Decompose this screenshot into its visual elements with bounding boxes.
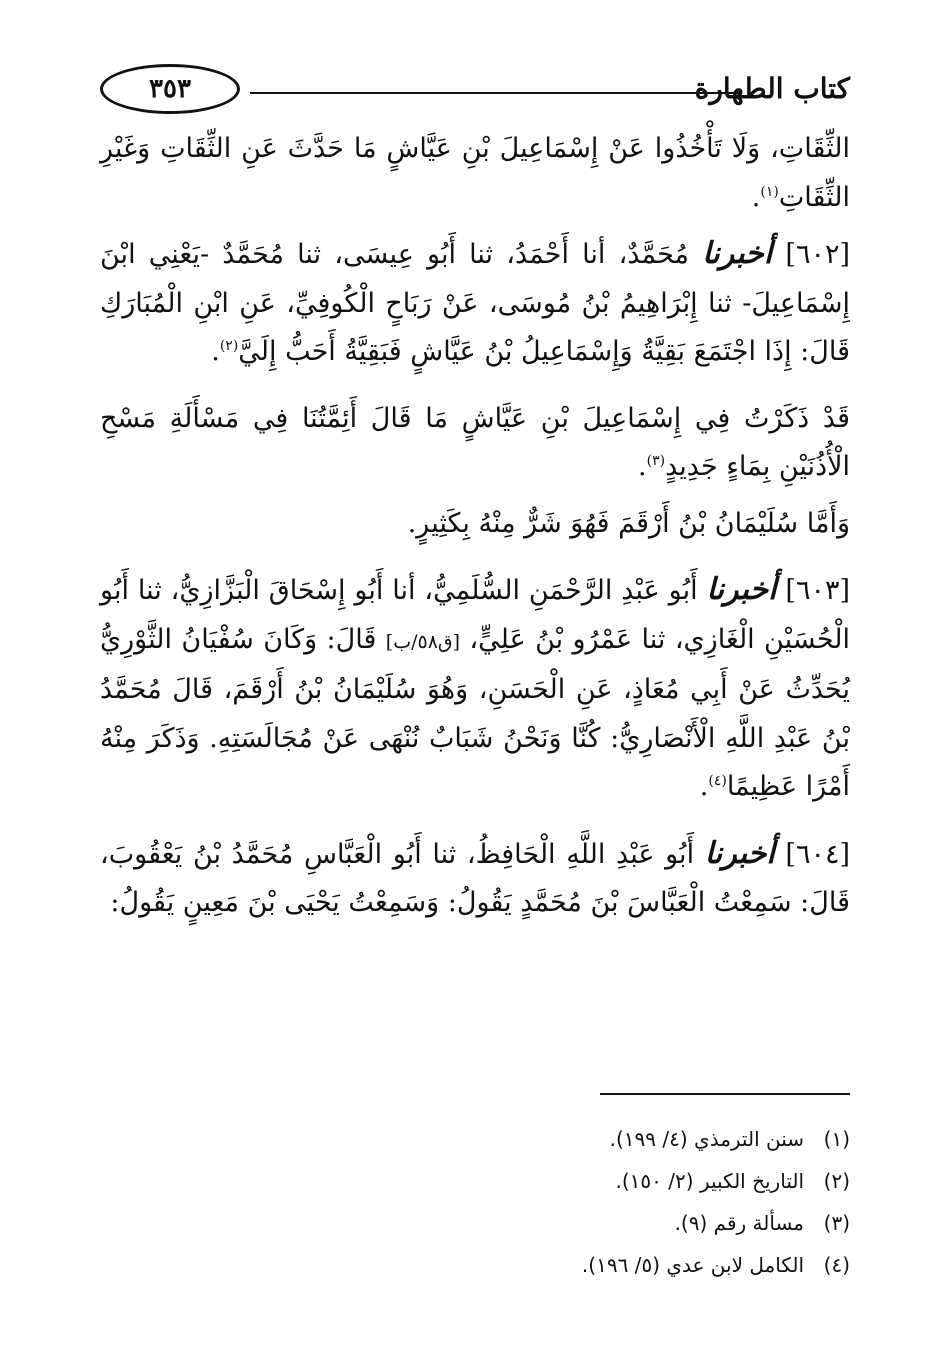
- footnote-ref-1: (١): [760, 183, 779, 200]
- paragraph-text: وَأَمَّا سُلَيْمَانُ بْنُ أَرْقَمَ فَهُوَ شَرٌّ مِنْهُ بِكَثِيرٍ.: [407, 507, 850, 539]
- footnote-text: سنن الترمذي (٤/ ١٩٩).: [609, 1127, 804, 1151]
- paragraph-1: [100, 125, 850, 222]
- footnote-ref-3: (٣): [646, 453, 666, 469]
- hadith-604: [100, 830, 850, 928]
- footnote-1: [100, 1118, 850, 1160]
- footnote-2: [100, 1160, 850, 1202]
- book-title: كتاب الطهارة: [694, 72, 850, 105]
- paragraph-text: قَدْ ذَكَرْتُ فِي إِسْمَاعِيلَ بْنِ عَيَّاشٍ مَا قَالَ أَئِمَّتُنَا فِي مَسْأَلَةِ مَسْحِ الْأُذُنَيْنِ بِمَاءٍ جَدِيدٍ: [100, 402, 850, 482]
- footnote-ref-4: (٤): [708, 773, 727, 789]
- hadith-text-cont: قَالَ: وَكَانَ سُفْيَانُ الثَّوْرِيُّ يُحَدِّثُ عَنْ أَبِي مُعَاذٍ، عَنِ الْحَسَنِ، وَهُوَ سُلَيْمَانُ بْنُ أَرْقَمَ، قَالَ مُحَمَّدُ بْنُ عَبْدِ اللَّهِ الْأَنْصَارِيُّ: كُنَّا وَنَحْنُ شَبَابٌ نُنْهَى عَنْ مُجَالَسَتِهِ. وَذَكَرَ مِنْهُ أَمْرًا عَظِيمًا: [100, 623, 850, 802]
- akhbarana-lead: أخبرنا: [702, 236, 773, 271]
- paragraph-end: .: [211, 336, 220, 367]
- akhbarana-lead: أخبرنا: [706, 572, 777, 607]
- paragraph-4: [100, 500, 850, 549]
- hadith-text: مُحَمَّدٌ، أنا أَحْمَدُ، ثنا أَبُو عِيسَى، ثنا مُحَمَّدٌ -يَعْنِي ابْنَ إِسْمَاعِيلَ- ثنا إِبْرَاهِيمُ بْنُ مُوسَى، عَنْ رَبَاحٍ الْكُوفِيِّ، عَنِ ابْنِ الْمُبَارَكِ قَالَ: إِذَا اجْتَمَعَ بَقِيَّةُ وَإِسْمَاعِيلُ بْنُ عَيَّاشٍ فَبَقِيَّةُ أَحَبُّ إِلَيَّ: [100, 239, 850, 367]
- footnote-text: التاريخ الكبير (٢/ ١٥٠).: [615, 1169, 804, 1193]
- hadith-603: [100, 566, 850, 812]
- footnotes: [100, 1118, 850, 1286]
- hadith-number: [٦٠٢]: [772, 239, 850, 270]
- paragraph-text: الثِّقَاتِ، وَلَا تَأْخُذُوا عَنْ إِسْمَاعِيلَ بْنِ عَيَّاشٍ مَا حَدَّثَ عَنِ الثِّقَاتِ وَغَيْرِ الثِّقَاتِ: [100, 133, 850, 213]
- paragraph-end: .: [699, 771, 709, 802]
- footnote-separator: [600, 1093, 850, 1095]
- footnote-number: (١): [823, 1127, 850, 1151]
- footnote-number: (٤): [823, 1253, 850, 1277]
- footnote-text: الكامل لابن عدي (٥/ ١٩٦).: [581, 1253, 804, 1277]
- hadith-text: أَبُو عَبْدِ اللَّهِ الْحَافِظُ، ثنا أَبُو الْعَبَّاسِ مُحَمَّدُ بْنُ يَعْقُوبَ، قَالَ: سَمِعْتُ الْعَبَّاسَ بْنَ مُحَمَّدٍ يَقُولُ: وَسَمِعْتُ يَحْيَى بْنَ مَعِينٍ يَقُولُ:: [100, 838, 850, 918]
- footnote-3: [100, 1202, 850, 1244]
- hadith-text: أَبُو عَبْدِ الرَّحْمَنِ السُّلَمِيُّ، أنا أَبُو إِسْحَاقَ الْبَزَّازِيُّ، ثنا أَبُو الْحُسَيْنِ الْغَازِي، ثنا عَمْرُو بْنُ عَلِيٍّ،: [100, 575, 851, 655]
- paragraph-end: .: [751, 181, 761, 213]
- main-text: [100, 125, 850, 946]
- hadith-number: [٦٠٣]: [776, 575, 850, 606]
- hadith-602: [100, 230, 850, 377]
- footnote-number: (٢): [823, 1169, 850, 1193]
- paragraph-3: [100, 395, 850, 492]
- header-rule: [250, 92, 740, 94]
- footnote-4: [100, 1244, 850, 1286]
- page-number: ٣٥٣: [100, 64, 240, 114]
- hadith-number: [٦٠٤]: [774, 838, 850, 870]
- footnote-number: (٣): [823, 1211, 850, 1235]
- manuscript-folio-marker: [ق٥٨/ب]: [385, 630, 461, 653]
- paragraph-end: .: [638, 451, 647, 482]
- footnote-text: مسألة رقم (٩).: [674, 1211, 804, 1235]
- running-header: [100, 64, 850, 118]
- footnote-ref-2: (٢): [219, 338, 239, 354]
- akhbarana-lead: أخبرنا: [704, 835, 775, 871]
